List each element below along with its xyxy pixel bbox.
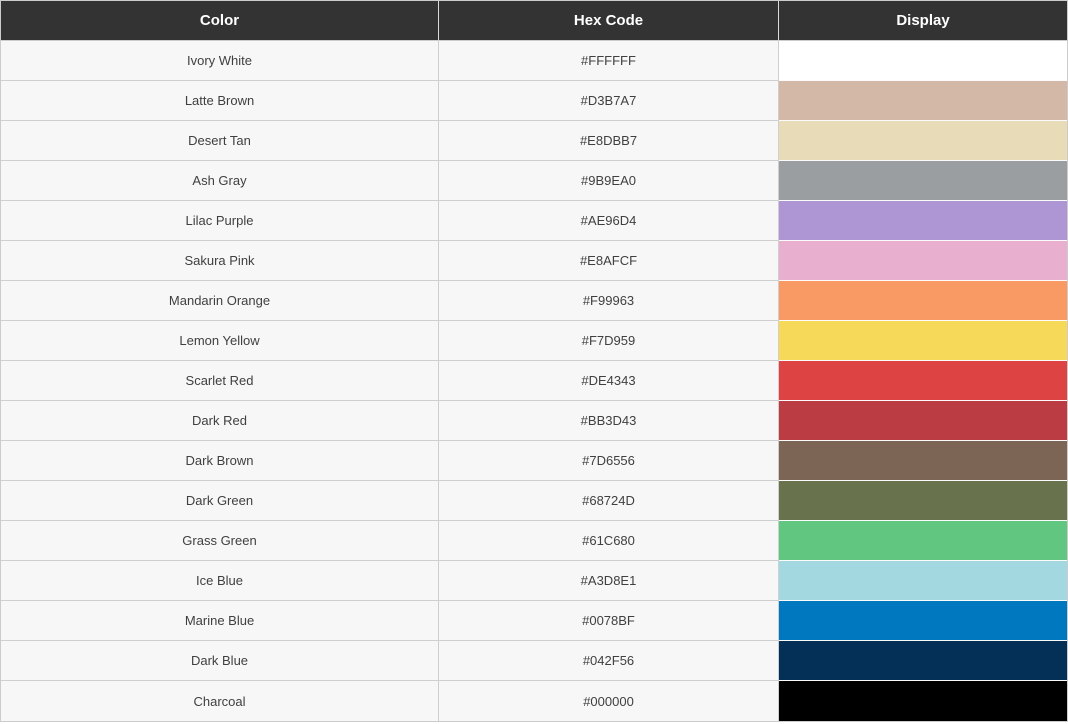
hex-code-cell: #E8DBB7 [439,121,779,161]
color-swatch-cell [779,441,1067,481]
table-row [1,561,1067,601]
column-header-color: Color [1,1,439,41]
color-swatch-cell [779,321,1067,361]
table-row [1,641,1067,681]
column-header-hex-code: Hex Code [439,1,779,41]
color-swatch-cell [779,201,1067,241]
table-row [1,41,1067,81]
color-swatch-cell [779,681,1067,721]
table-row [1,401,1067,441]
color-swatch-cell [779,601,1067,641]
color-name-cell: Ivory White [1,41,439,81]
color-name-cell: Lemon Yellow [1,321,439,361]
color-swatch-cell [779,41,1067,81]
table-row [1,81,1067,121]
color-swatch-cell [779,481,1067,521]
header-row [1,1,1067,41]
column-header-display: Display [779,1,1067,41]
table-row [1,241,1067,281]
table-row [1,361,1067,401]
hex-code-cell: #0078BF [439,601,779,641]
color-swatch-cell [779,401,1067,441]
color-swatch-cell [779,241,1067,281]
hex-code-cell: #E8AFCF [439,241,779,281]
table-row [1,601,1067,641]
color-name-cell: Dark Blue [1,641,439,681]
color-swatch-cell [779,521,1067,561]
hex-code-cell: #7D6556 [439,441,779,481]
hex-code-cell: #F99963 [439,281,779,321]
color-name-cell: Marine Blue [1,601,439,641]
hex-code-cell: #F7D959 [439,321,779,361]
table-row [1,681,1067,721]
color-swatch-cell [779,641,1067,681]
color-name-cell: Lilac Purple [1,201,439,241]
hex-code-cell: #A3D8E1 [439,561,779,601]
table-row [1,321,1067,361]
color-swatch-cell [779,81,1067,121]
hex-code-cell: #000000 [439,681,779,721]
color-name-cell: Latte Brown [1,81,439,121]
hex-code-cell: #D3B7A7 [439,81,779,121]
color-name-cell: Dark Red [1,401,439,441]
hex-code-cell: #68724D [439,481,779,521]
color-name-cell: Dark Green [1,481,439,521]
color-name-cell: Charcoal [1,681,439,721]
color-swatch-cell [779,361,1067,401]
table-row [1,201,1067,241]
color-name-cell: Scarlet Red [1,361,439,401]
color-swatch-cell [779,281,1067,321]
color-name-cell: Dark Brown [1,441,439,481]
color-name-cell: Ash Gray [1,161,439,201]
hex-code-cell: #BB3D43 [439,401,779,441]
color-swatch-cell [779,121,1067,161]
hex-code-cell: #AE96D4 [439,201,779,241]
hex-code-cell: #61C680 [439,521,779,561]
hex-code-cell: #042F56 [439,641,779,681]
hex-code-cell: #DE4343 [439,361,779,401]
color-swatch-cell [779,161,1067,201]
table-row [1,161,1067,201]
table-row [1,441,1067,481]
color-name-cell: Mandarin Orange [1,281,439,321]
table-row [1,121,1067,161]
table-row [1,521,1067,561]
color-name-cell: Desert Tan [1,121,439,161]
color-name-cell: Sakura Pink [1,241,439,281]
color-name-cell: Ice Blue [1,561,439,601]
table-row [1,481,1067,521]
color-swatch-cell [779,561,1067,601]
hex-code-cell: #FFFFFF [439,41,779,81]
table-row [1,281,1067,321]
hex-code-cell: #9B9EA0 [439,161,779,201]
color-name-cell: Grass Green [1,521,439,561]
